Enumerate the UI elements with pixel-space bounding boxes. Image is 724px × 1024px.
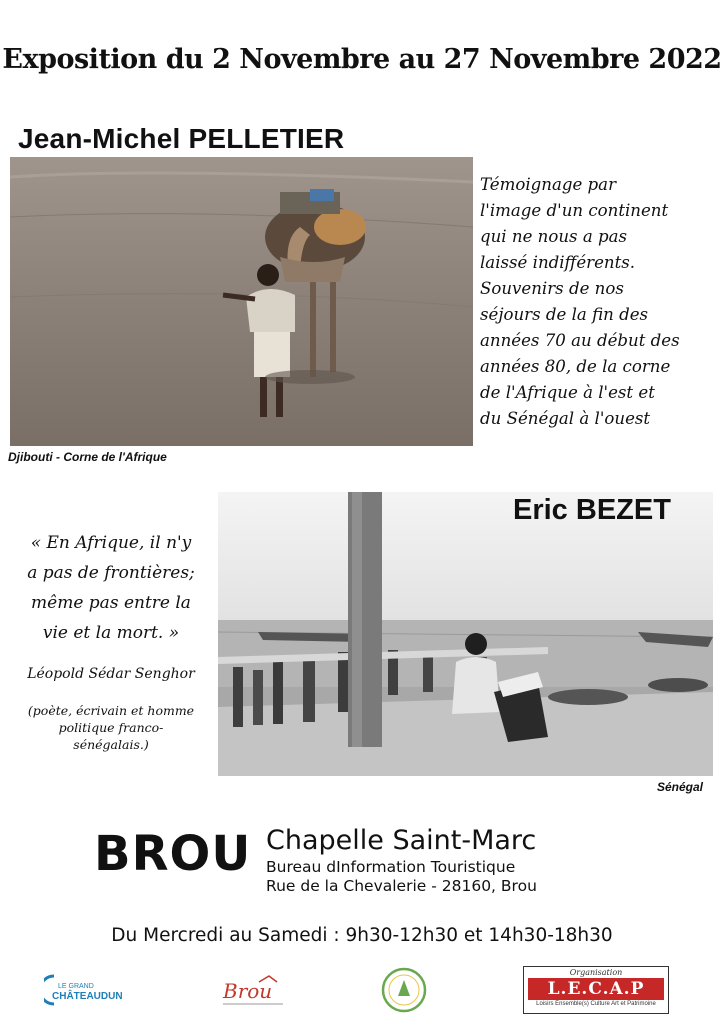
lecap-logo xyxy=(523,966,669,1014)
lecap-name: L.E.C.A.P xyxy=(528,978,664,1000)
description-text xyxy=(480,172,712,432)
description-line: Témoignage par xyxy=(480,175,616,194)
photo-senegal-image xyxy=(218,492,713,776)
quote-author-desc-line: politique franco- xyxy=(58,720,164,735)
description-line: laissé indifférents. xyxy=(480,253,636,272)
quote-line: « En Afrique, il n'y xyxy=(30,533,192,553)
brou-logo-image xyxy=(219,974,287,1008)
photo-djibouti-image xyxy=(10,157,473,446)
description-line: qui ne nous a pas xyxy=(480,227,628,246)
artist-name-pelletier: Jean-Michel PELLETIER xyxy=(18,123,345,154)
venue-address: Rue de la Chevalerie - 28160, Brou xyxy=(266,877,537,895)
lecap-organisation-label: Organisation xyxy=(569,968,623,977)
grand-chateaudun-logo xyxy=(44,972,124,1008)
grand-chateaudun-logo-line2: CHÂTEAUDUN xyxy=(52,991,123,1002)
quote-line: vie et la mort. » xyxy=(42,623,180,643)
lecap-subtitle: Loisirs Ensemble(s) Culture Art et Patrimoine xyxy=(536,1001,656,1007)
venue-name: Chapelle Saint-Marc xyxy=(266,825,537,856)
venue-town: BROU xyxy=(94,826,252,882)
tourisme-logo xyxy=(380,966,428,1014)
description-line: années 80, de la corne xyxy=(480,357,671,376)
description-line: l'image d'un continent xyxy=(480,201,669,220)
quote-author-description xyxy=(10,702,212,753)
photo-djibouti xyxy=(10,157,473,446)
description-line: Souvenirs de nos xyxy=(480,279,624,298)
brou-logo xyxy=(219,974,287,1008)
quote-line: a pas de frontières; xyxy=(27,563,195,583)
description-line: de l'Afrique à l'est et xyxy=(480,383,655,402)
photo-senegal xyxy=(218,492,713,776)
photo-caption-djibouti: Djibouti - Corne de l'Afrique xyxy=(8,450,167,464)
description-line: années 70 au début des xyxy=(480,331,680,350)
grand-chateaudun-logo-image xyxy=(44,972,124,1008)
quote-line: même pas entre la xyxy=(31,593,191,613)
quote-author-desc-line: (poète, écrivain et homme xyxy=(27,703,195,718)
exhibition-title: Exposition du 2 Novembre au 27 Novembre 2022 xyxy=(2,44,722,75)
venue-office: Bureau dInformation Touristique xyxy=(266,858,516,876)
quote-author-desc-line: sénégalais.) xyxy=(73,737,149,752)
photo-caption-senegal: Sénégal xyxy=(657,780,704,794)
description-line: du Sénégal à l'ouest xyxy=(480,409,651,428)
artist-name-bezet: Eric BEZET xyxy=(513,494,671,526)
senghor-quote xyxy=(10,528,212,648)
brou-logo-text: Brou xyxy=(223,979,273,1003)
quote-author: Léopold Sédar Senghor xyxy=(27,666,195,682)
tourisme-logo-image xyxy=(380,966,428,1014)
description-line: séjours de la fin des xyxy=(480,305,649,324)
opening-hours: Du Mercredi au Samedi : 9h30-12h30 et 14h30-18h30 xyxy=(111,925,613,946)
grand-chateaudun-logo-line1: LE GRAND xyxy=(58,983,94,990)
